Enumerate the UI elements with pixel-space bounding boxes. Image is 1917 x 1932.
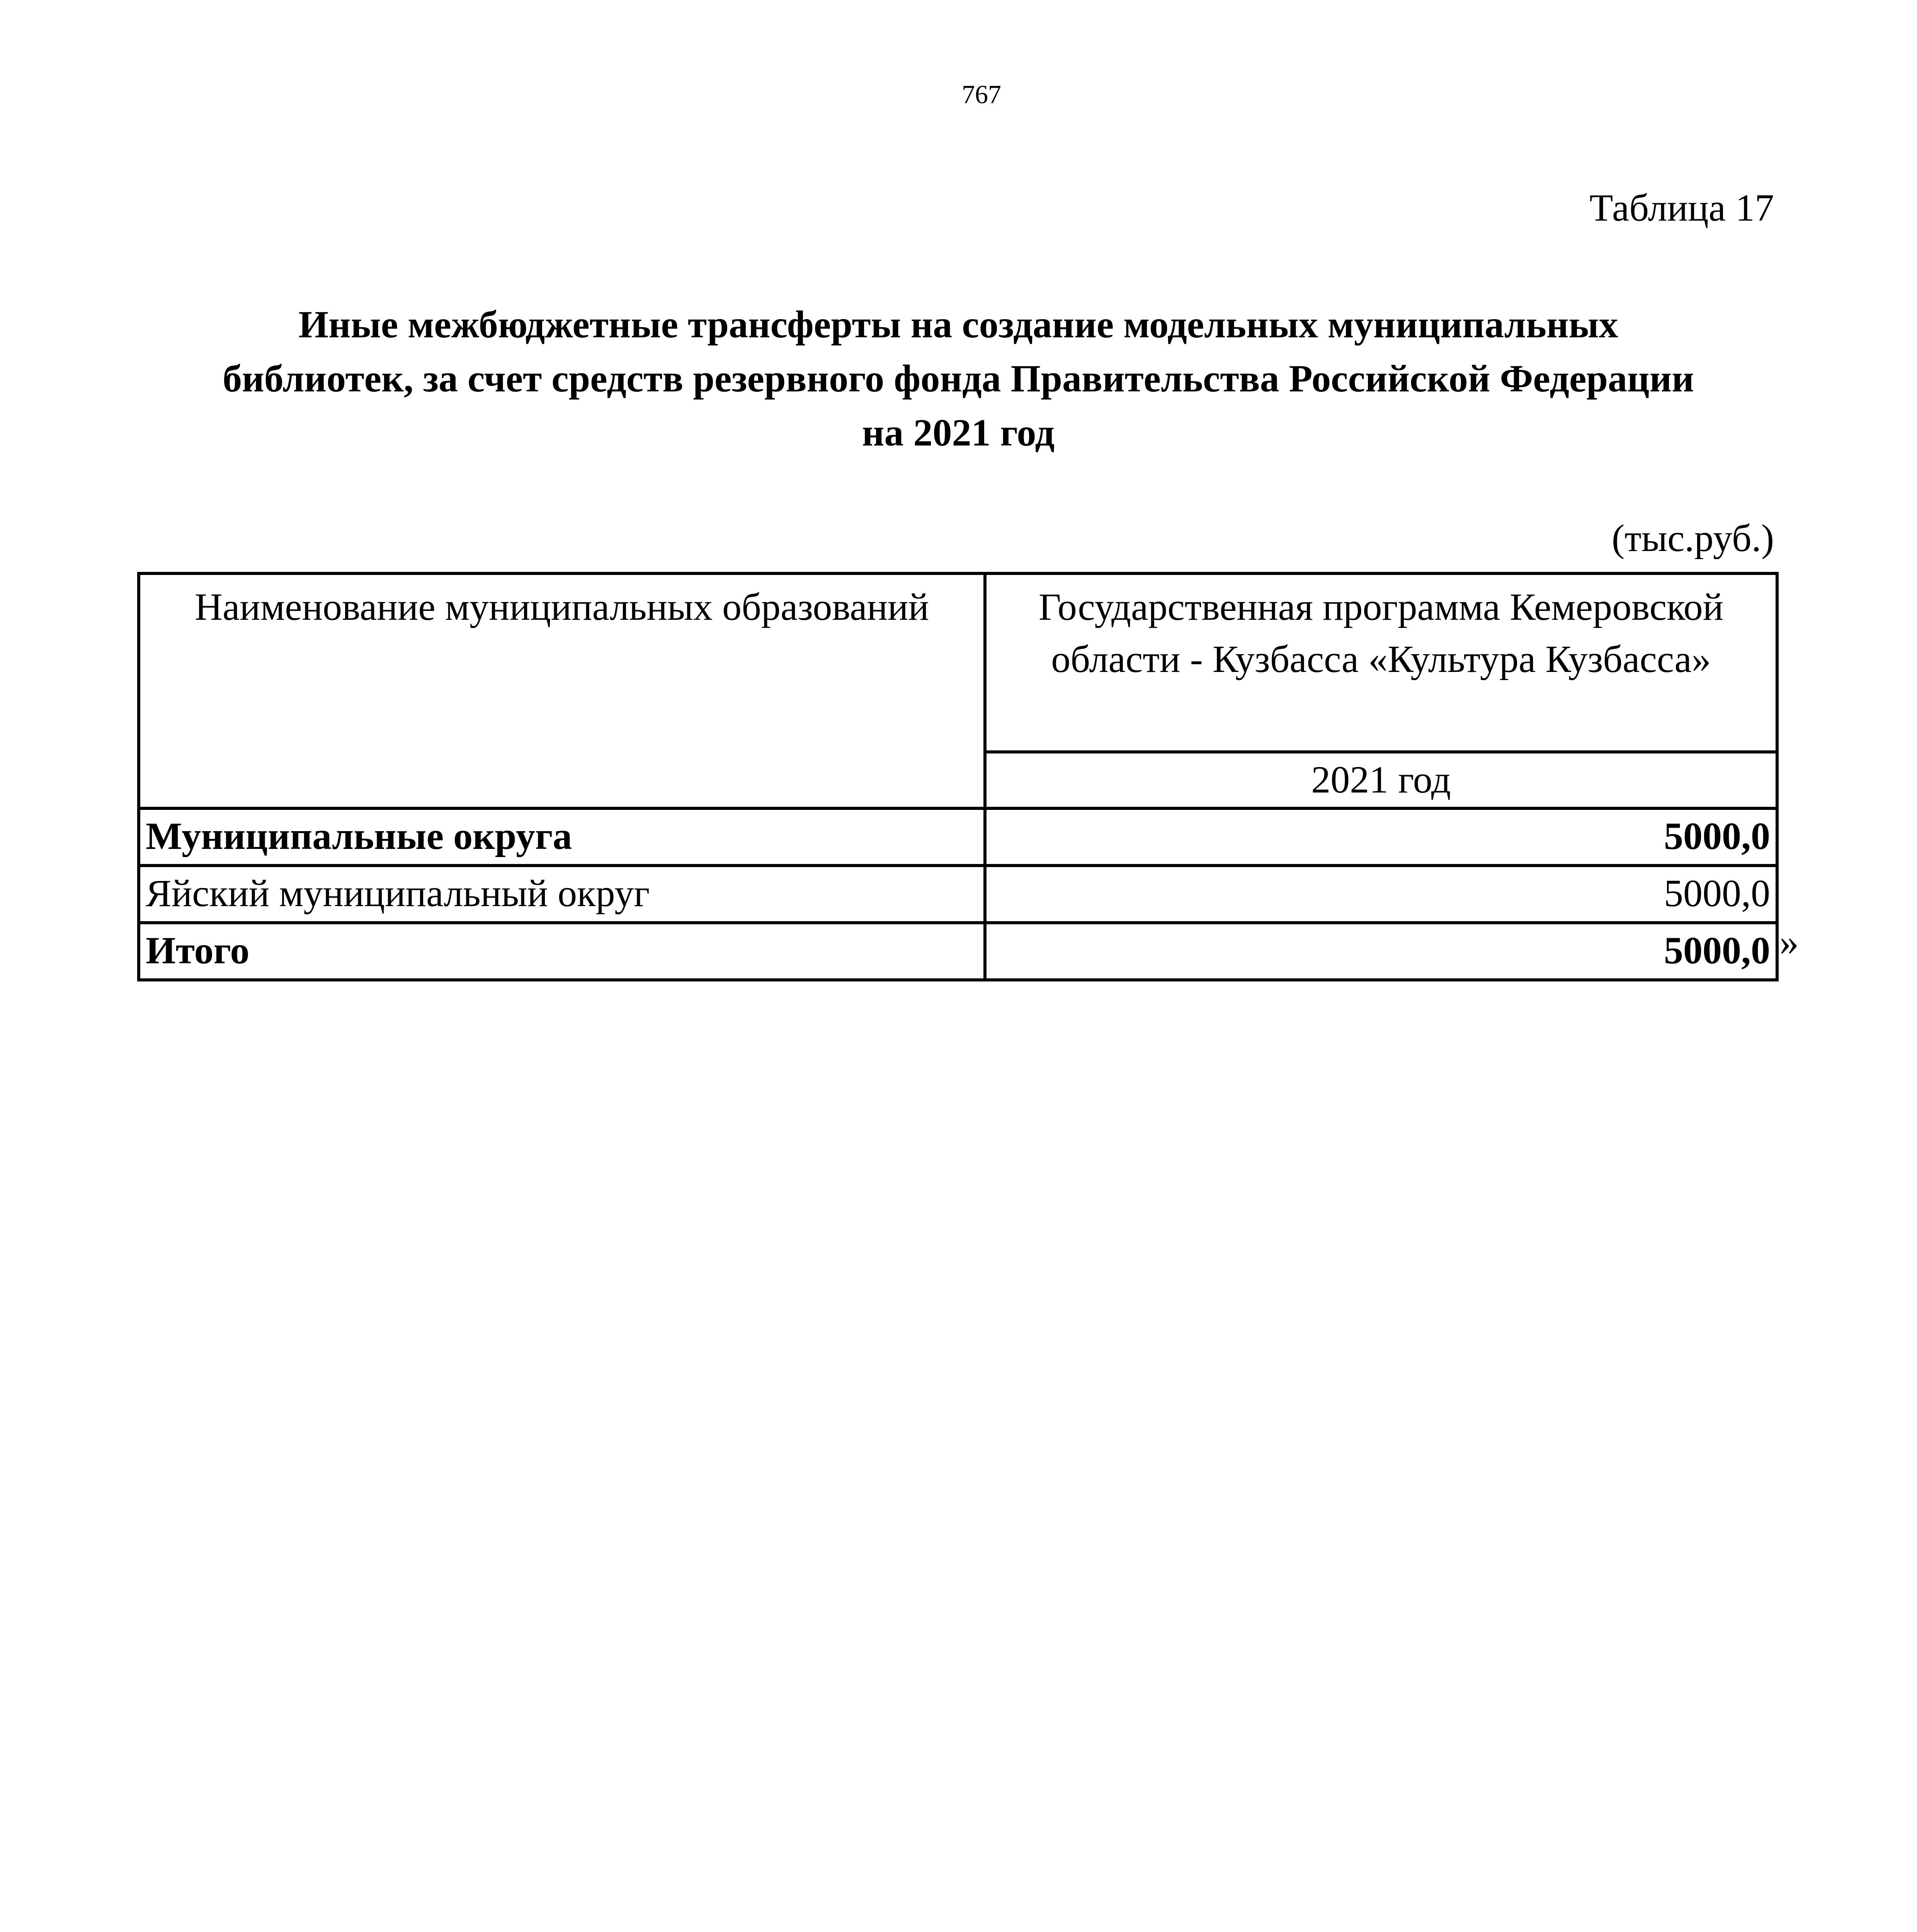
table-row <box>139 866 1777 923</box>
header-year-cell: 2021 год <box>985 752 1777 808</box>
header-name-cell: Наименование муниципальных образований <box>139 573 985 808</box>
header-program-line-2: области - Кузбасса «Культура Кузбасса» <box>1051 638 1711 680</box>
row-value-cell: 5000,0 <box>985 923 1777 980</box>
title-line-3: на 2021 год <box>862 411 1055 454</box>
row-value-cell: 5000,0 <box>985 808 1777 866</box>
closing-quote-mark: » <box>1779 920 1799 963</box>
title-line-2: библиотек, за счет средств резервного фонда Правительства Российской Федерации <box>223 357 1694 400</box>
row-name-cell: Итого <box>139 923 985 980</box>
header-program-cell <box>985 573 1777 752</box>
row-name-cell: Муниципальные округа <box>139 808 985 866</box>
header-row <box>139 573 1777 752</box>
row-name-cell: Яйский муниципальный округ <box>139 866 985 923</box>
document-title <box>116 298 1801 460</box>
table-row <box>139 923 1777 980</box>
page-number: 767 <box>962 80 1001 109</box>
transfers-table <box>137 572 1779 981</box>
header-program-line-1: Государственная программа Кемеровской <box>1038 585 1724 628</box>
table-row <box>139 808 1777 866</box>
title-line-1: Иные межбюджетные трансферты на создание модельных муниципальных <box>298 303 1618 346</box>
units-label: (тыс.руб.) <box>1611 517 1774 560</box>
row-value-cell: 5000,0 <box>985 866 1777 923</box>
table-label: Таблица 17 <box>1589 186 1774 229</box>
